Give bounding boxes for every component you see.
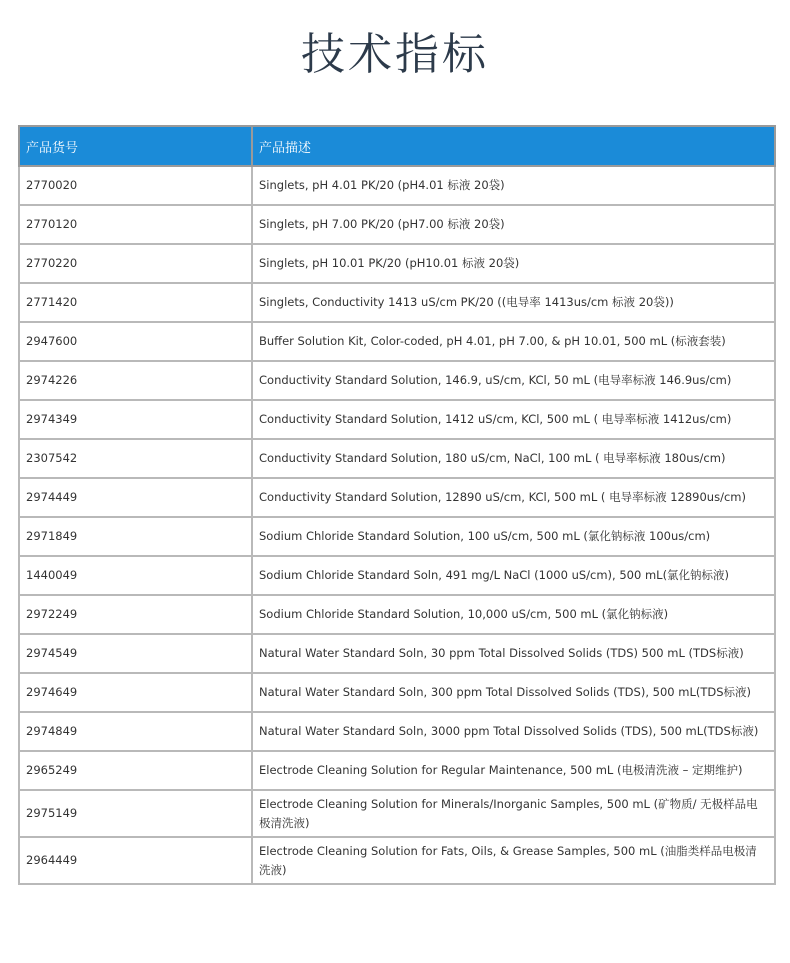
table-row [19, 751, 775, 790]
product-description-cell: Buffer Solution Kit, Color-coded, pH 4.01, pH 7.00, & pH 10.01, 500 mL (标液套装) [252, 322, 775, 361]
table-row [19, 244, 775, 283]
product-code-cell: 2974349 [19, 400, 252, 439]
product-code-cell: 2972249 [19, 595, 252, 634]
product-description-cell: Conductivity Standard Solution, 146.9, uS/cm, KCl, 50 mL (电导率标液 146.9us/cm) [252, 361, 775, 400]
product-code-cell: 2770120 [19, 205, 252, 244]
table-row [19, 439, 775, 478]
product-description-cell: Singlets, pH 4.01 PK/20 (pH4.01 标液 20袋) [252, 166, 775, 205]
product-code-cell: 2770220 [19, 244, 252, 283]
product-description-cell: Electrode Cleaning Solution for Regular Maintenance, 500 mL (电极清洗液 – 定期维护) [252, 751, 775, 790]
product-description-cell: Sodium Chloride Standard Soln, 491 mg/L NaCl (1000 uS/cm), 500 mL(氯化钠标液) [252, 556, 775, 595]
table-row [19, 837, 775, 884]
table-row [19, 673, 775, 712]
product-code-cell: 2771420 [19, 283, 252, 322]
table-row [19, 712, 775, 751]
product-description-cell: Electrode Cleaning Solution for Minerals/Inorganic Samples, 500 mL (矿物质/ 无极样品电极清洗液) [252, 790, 775, 837]
product-code-cell: 1440049 [19, 556, 252, 595]
product-description-cell: Natural Water Standard Soln, 3000 ppm Total Dissolved Solids (TDS), 500 mL(TDS标液) [252, 712, 775, 751]
product-description-cell: Natural Water Standard Soln, 300 ppm Total Dissolved Solids (TDS), 500 mL(TDS标液) [252, 673, 775, 712]
product-code-cell: 2971849 [19, 517, 252, 556]
table-row [19, 205, 775, 244]
product-description-cell: Conductivity Standard Solution, 180 uS/cm, NaCl, 100 mL ( 电导率标液 180us/cm) [252, 439, 775, 478]
table-row [19, 478, 775, 517]
product-description-cell: Conductivity Standard Solution, 12890 uS/cm, KCl, 500 mL ( 电导率标液 12890us/cm) [252, 478, 775, 517]
product-code-cell: 2975149 [19, 790, 252, 837]
spec-table [18, 125, 776, 885]
product-description-cell: Singlets, pH 7.00 PK/20 (pH7.00 标液 20袋) [252, 205, 775, 244]
product-code-cell: 2974226 [19, 361, 252, 400]
product-description-cell: Natural Water Standard Soln, 30 ppm Total Dissolved Solids (TDS) 500 mL (TDS标液) [252, 634, 775, 673]
product-code-cell: 2974649 [19, 673, 252, 712]
table-row [19, 322, 775, 361]
table-row [19, 517, 775, 556]
product-code-cell: 2965249 [19, 751, 252, 790]
product-description-cell: Sodium Chloride Standard Solution, 100 uS/cm, 500 mL (氯化钠标液 100us/cm) [252, 517, 775, 556]
table-row [19, 400, 775, 439]
product-code-cell: 2974549 [19, 634, 252, 673]
page-title: 技术指标 [301, 29, 489, 80]
table-row [19, 595, 775, 634]
table-header-row [19, 126, 775, 166]
header-product-code: 产品货号 [19, 126, 252, 166]
header-product-description: 产品描述 [252, 126, 775, 166]
product-code-cell: 2770020 [19, 166, 252, 205]
product-description-cell: Singlets, pH 10.01 PK/20 (pH10.01 标液 20袋) [252, 244, 775, 283]
table-row [19, 790, 775, 837]
table-row [19, 361, 775, 400]
product-code-cell: 2307542 [19, 439, 252, 478]
table-row [19, 634, 775, 673]
product-description-cell: Electrode Cleaning Solution for Fats, Oils, & Grease Samples, 500 mL (油脂类样品电极清洗液) [252, 837, 775, 884]
product-description-cell: Sodium Chloride Standard Solution, 10,000 uS/cm, 500 mL (氯化钠标液) [252, 595, 775, 634]
product-code-cell: 2974849 [19, 712, 252, 751]
table-row [19, 556, 775, 595]
product-code-cell: 2974449 [19, 478, 252, 517]
product-description-cell: Singlets, Conductivity 1413 uS/cm PK/20 ((电导率 1413us/cm 标液 20袋)) [252, 283, 775, 322]
table-row [19, 283, 775, 322]
product-description-cell: Conductivity Standard Solution, 1412 uS/cm, KCl, 500 mL ( 电导率标液 1412us/cm) [252, 400, 775, 439]
product-code-cell: 2964449 [19, 837, 252, 884]
product-code-cell: 2947600 [19, 322, 252, 361]
table-row [19, 166, 775, 205]
